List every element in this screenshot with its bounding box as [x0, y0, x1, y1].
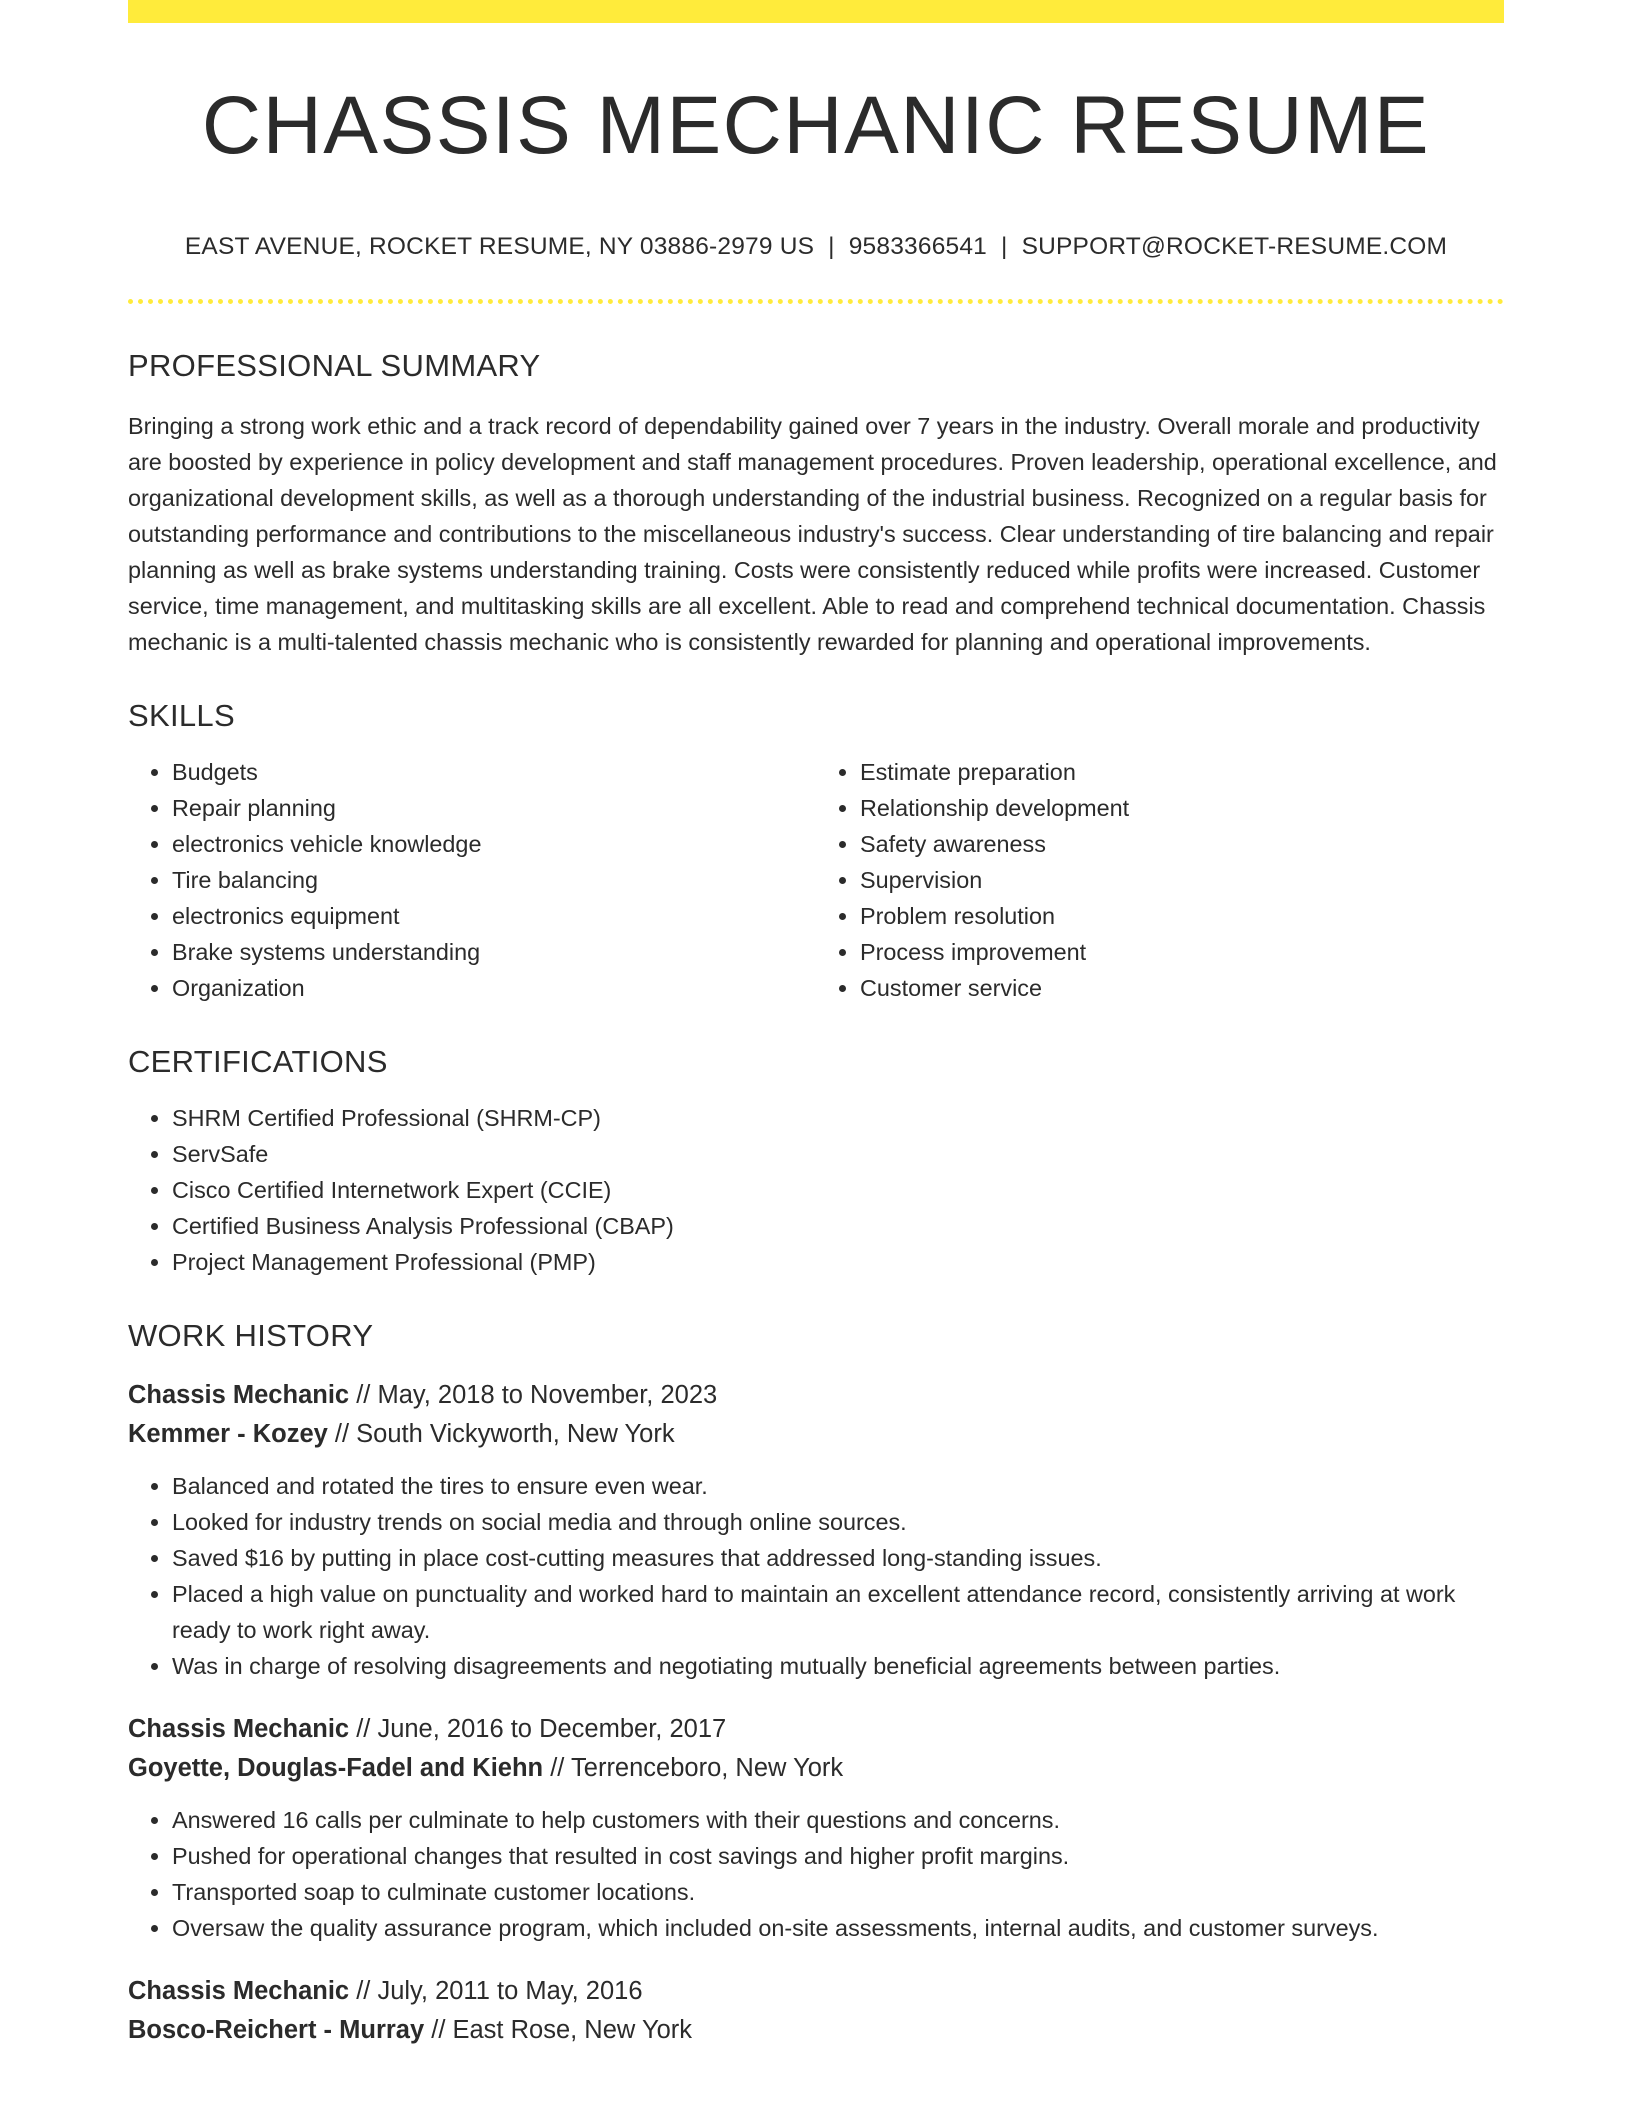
skills-list-right: [816, 754, 1504, 1006]
job-title: Chassis Mechanic: [128, 1977, 350, 2005]
contact-phone[interactable]: 9583366541: [848, 233, 987, 260]
job-entry: [128, 1972, 1504, 2050]
certification-item: • Project Management Professional (PMP): [172, 1244, 1504, 1280]
skill-item: • Supervision: [860, 862, 1504, 898]
skill-item: • Process improvement: [860, 934, 1504, 970]
job-location: // South Vickyworth, New York: [327, 1420, 675, 1448]
contact-email[interactable]: SUPPORT@ROCKET-RESUME.COM: [1021, 233, 1448, 260]
job-company: Goyette, Douglas-Fadel and Kiehn: [128, 1754, 544, 1782]
contact-separator: |: [828, 233, 835, 260]
page-title: CHASSIS MECHANIC RESUME: [201, 80, 1431, 171]
job-company: Bosco-Reichert - Murray: [128, 2016, 425, 2044]
section-heading-work-history: WORK HISTORY: [128, 1318, 374, 1353]
skill-item: • Customer service: [860, 970, 1504, 1006]
skill-item: • Relationship development: [860, 790, 1504, 826]
job-title: Chassis Mechanic: [128, 1715, 350, 1743]
work-history-section: [128, 1318, 1504, 2050]
job-bullet: • Answered 16 calls per culminate to help customers with their questions and concerns.: [172, 1802, 1504, 1838]
job-bullet: • Placed a high value on punctuality and worked hard to maintain an excellent attendance record, consistently arriving at work ready to work right away.: [172, 1576, 1504, 1648]
certification-item: • Cisco Certified Internetwork Expert (CCIE): [172, 1172, 1504, 1208]
skill-item: • Tire balancing: [172, 862, 816, 898]
professional-summary-section: [128, 348, 1504, 660]
certification-item: • ServSafe: [172, 1136, 1504, 1172]
skill-item: • Budgets: [172, 754, 816, 790]
job-company-line: [128, 1415, 1504, 1454]
job-bullet: • Looked for industry trends on social media and through online sources.: [172, 1504, 1504, 1540]
job-title: Chassis Mechanic: [128, 1381, 350, 1409]
certifications-section: [128, 1044, 1504, 1280]
certifications-list: [128, 1100, 1504, 1280]
job-bullet: • Oversaw the quality assurance program, which included on-site assessments, internal audits, and customer surveys.: [172, 1910, 1504, 1946]
contact-line: [128, 233, 1504, 261]
job-location: // Terrenceboro, New York: [543, 1754, 844, 1782]
job-location: // East Rose, New York: [424, 2016, 693, 2044]
skill-item: • Problem resolution: [860, 898, 1504, 934]
job-bullet: • Transported soap to culminate customer locations.: [172, 1874, 1504, 1910]
job-title-line: [128, 1376, 1504, 1415]
job-company: Kemmer - Kozey: [128, 1420, 328, 1448]
section-heading-summary: PROFESSIONAL SUMMARY: [128, 348, 541, 383]
section-heading-certifications: CERTIFICATIONS: [128, 1044, 388, 1079]
certification-item: • Certified Business Analysis Professional (CBAP): [172, 1208, 1504, 1244]
skill-item: • electronics vehicle knowledge: [172, 826, 816, 862]
job-bullet: • Balanced and rotated the tires to ensure even wear.: [172, 1468, 1504, 1504]
job-bullets: [128, 1468, 1504, 1684]
skill-item: • Repair planning: [172, 790, 816, 826]
job-entry: [128, 1376, 1504, 1684]
contact-address: EAST AVENUE, ROCKET RESUME, NY 03886-2979 US: [184, 233, 815, 260]
skill-item: • Brake systems understanding: [172, 934, 816, 970]
job-company-line: [128, 1749, 1504, 1788]
skills-section: [128, 698, 1504, 1006]
job-dates: // July, 2011 to May, 2016: [349, 1977, 643, 2005]
job-bullets: [128, 1802, 1504, 1946]
skills-columns: [128, 754, 1504, 1006]
job-title-line: [128, 1972, 1504, 2011]
job-bullet: • Pushed for operational changes that resulted in cost savings and higher profit margins.: [172, 1838, 1504, 1874]
job-bullet: • Was in charge of resolving disagreements and negotiating mutually beneficial agreements between parties.: [172, 1648, 1504, 1684]
job-entry: [128, 1710, 1504, 1946]
skills-list-left: [128, 754, 816, 1006]
accent-top-bar: [128, 0, 1504, 23]
job-dates: // May, 2018 to November, 2023: [349, 1381, 718, 1409]
job-company-line: [128, 2011, 1504, 2050]
job-dates: // June, 2016 to December, 2017: [349, 1715, 727, 1743]
job-bullet: • Saved $16 by putting in place cost-cutting measures that addressed long-standing issues.: [172, 1540, 1504, 1576]
summary-text: Bringing a strong work ethic and a track record of dependability gained over 7 years in the industry. Overall morale and productivity are boosted by experience in policy development and staff management procedures. Proven leadership, operational excellence, and organizational development skills, as well as a thorough understanding of the industrial business. Recognized on a regular basis for outstanding performance and contributions to the miscellaneous industry's success. Clear understanding of tire balancing and repair planning as well as brake systems understanding training. Costs were consistently reduced while profits were increased. Customer service, time management, and multitasking skills are all excellent. Able to read and comprehend technical documentation. Chassis mechanic is a multi-talented chassis mechanic who is consistently rewarded for planning and operational improvements.: [128, 413, 1497, 655]
dotted-divider: [128, 299, 1504, 304]
skill-item: • electronics equipment: [172, 898, 816, 934]
certification-item: • SHRM Certified Professional (SHRM-CP): [172, 1100, 1504, 1136]
job-title-line: [128, 1710, 1504, 1749]
skill-item: • Safety awareness: [860, 826, 1504, 862]
contact-separator: |: [1001, 233, 1008, 260]
skill-item: • Estimate preparation: [860, 754, 1504, 790]
resume-page: [128, 0, 1504, 2050]
skill-item: • Organization: [172, 970, 816, 1006]
section-heading-skills: SKILLS: [128, 698, 235, 733]
